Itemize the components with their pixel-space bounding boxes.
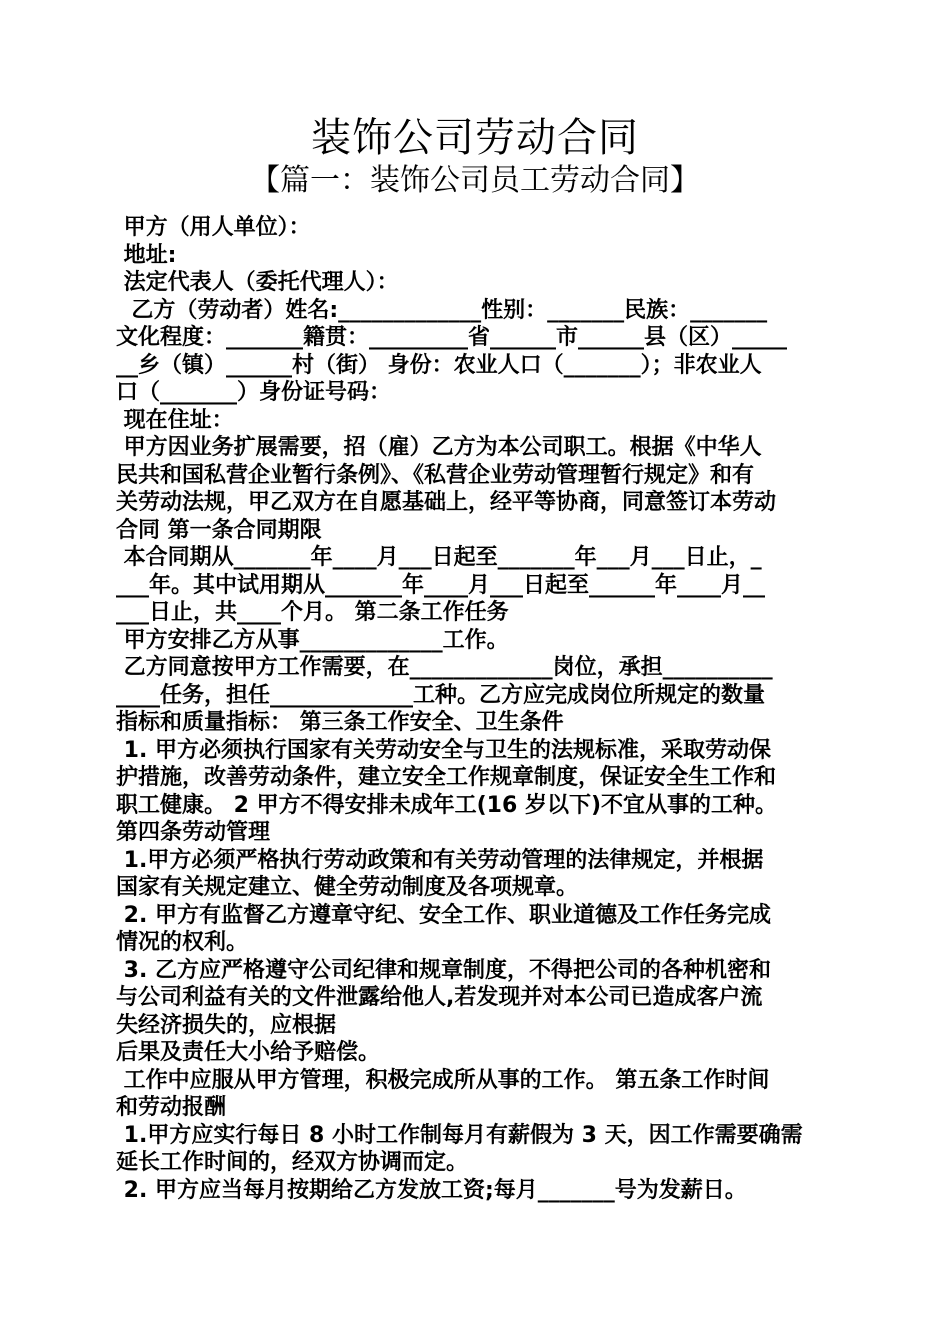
document-line: 职工健康。 2 甲方不得安排未成年工(16 岁以下)不宜从事的工种。 [116, 792, 778, 818]
document-line: 口（_______）身份证号码： [116, 380, 392, 405]
document-line: 2. 甲方应当每月按期给乙方发放工资;每月_______号为发薪日。 [116, 1177, 747, 1203]
document-line: 3. 乙方应严格遵守公司纪律和规章制度，不得把公司的各种机密和 [116, 957, 771, 983]
document-line: 与公司利益有关的文件泄露给他人,若发现并对本公司已造成客户流 [116, 985, 763, 1010]
document-line: 本合同期从_______年____月___日起至_______年___月___日止，_ [116, 545, 762, 570]
document-line: 甲方因业务扩展需要，招（雇）乙方为本公司职工。根据《中华人 [116, 435, 762, 460]
document-line: 情况的权利。 [116, 930, 249, 955]
document-line: 1.甲方必须严格执行劳动政策和有关劳动管理的法律规定，并根据 [116, 847, 764, 873]
document-line: ___年。其中试用期从_______年____月___日起至______年____月__ [116, 572, 766, 598]
document-line: 延长工作时间的，经双方协调而定。 [116, 1150, 469, 1175]
document-line: 关劳动法规，甲乙双方在自愿基础上，经平等协商，同意签订本劳动 [116, 490, 777, 515]
document-line: 合同 第一条合同期限 [116, 517, 322, 543]
document-line: 和劳动报酬 [116, 1095, 227, 1120]
document-line: 地址: [116, 242, 177, 268]
document-subtitle: 【篇一：装饰公司员工劳动合同】 [250, 163, 700, 198]
document-line: 文化程度：_______籍贯：_________省______市______县（区）_____ [116, 325, 788, 350]
document-line: 乙方同意按甲方工作需要，在_____________岗位，承担__________ [116, 655, 773, 680]
document-line: 乙方（劳动者）姓名:_____________性别：_______民族：_______ [116, 297, 768, 323]
document-line: 护措施，改善劳动条件，建立安全工作规章制度，保证安全生工作和 [116, 765, 777, 790]
document-line: 后果及责任大小给予赔偿。 [116, 1040, 381, 1065]
document-line: 1.甲方应实行每日 8 小时工作制每月有薪假为 3 天，因工作需要确需 [116, 1122, 803, 1148]
document-line: 指标和质量指标： 第三条工作安全、卫生条件 [116, 710, 564, 735]
document-title: 装饰公司劳动合同 [311, 115, 639, 161]
document-line: 2. 甲方有监督乙方遵章守纪、安全工作、职业道德及工作任务完成 [116, 902, 771, 928]
document-line: __乡（镇）______村（街） 身份：农业人口（_______）；非农业人 [116, 352, 762, 378]
document-body [116, 214, 838, 1204]
document-line: 失经济损失的，应根据 [116, 1012, 337, 1038]
document-line: ____任务，担任_____________工种。乙方应完成岗位所规定的数量 [116, 682, 766, 708]
document-line: ___日止，共____个月。 第二条工作任务 [116, 600, 509, 625]
document-line: 法定代表人（委托代理人）： [116, 270, 399, 295]
document-line: 甲方（用人单位）： [116, 215, 311, 240]
document-line: 民共和国私营企业暂行条例》、《私营企业劳动管理暂行规定》和有 [116, 462, 755, 488]
document-line: 第四条劳动管理 [116, 820, 271, 845]
document-line: 甲方安排乙方从事_____________工作。 [116, 627, 509, 653]
document-line: 工作中应服从甲方管理，积极完成所从事的工作。 第五条工作时间 [116, 1067, 770, 1093]
document-line: 国家有关规定建立、健全劳动制度及各项规章。 [116, 875, 579, 900]
document-line: 现在住址： [116, 407, 234, 433]
document-line: 1. 甲方必须执行国家有关劳动安全与卫生的法规标准，采取劳动保 [116, 737, 771, 763]
